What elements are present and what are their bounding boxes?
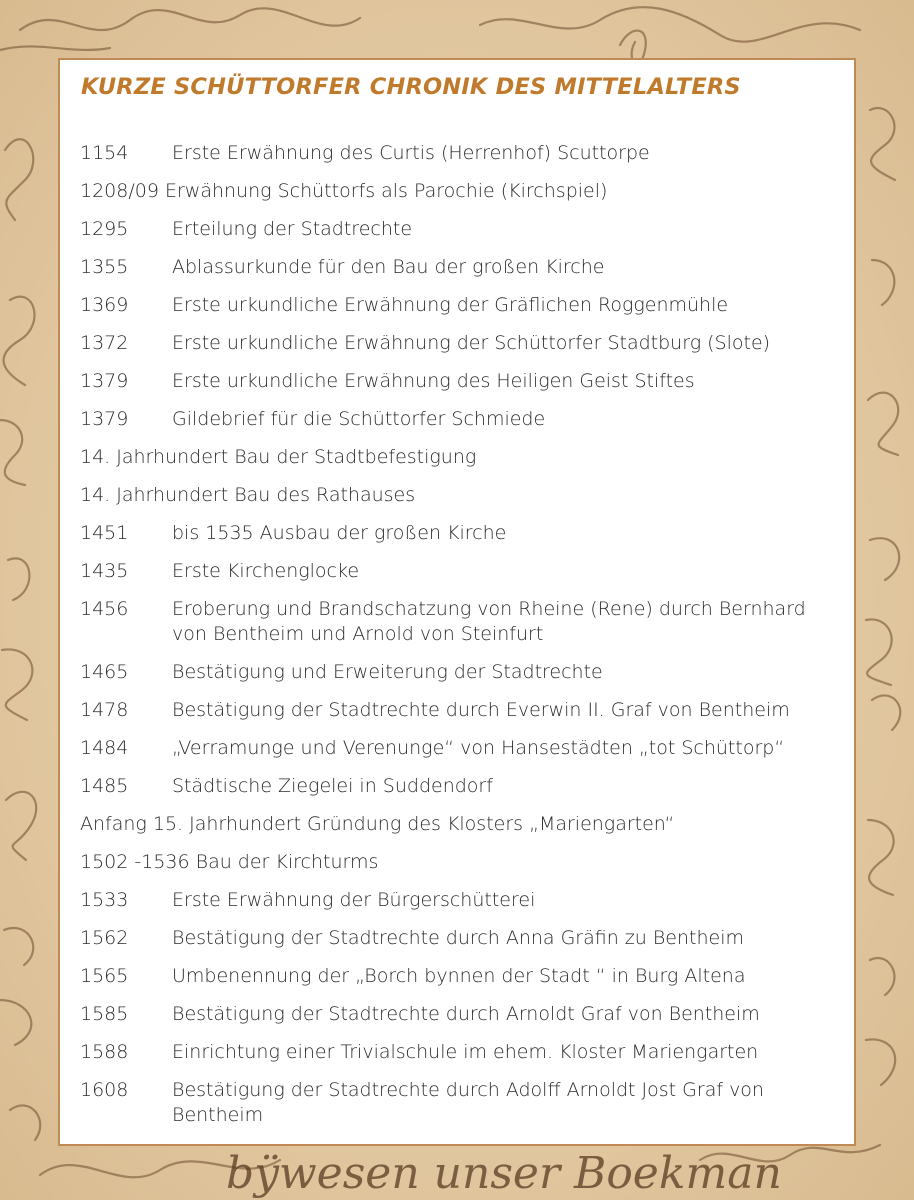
entry-text: Einrichtung einer Trivialschule im ehem. Kloster Mariengarten [172, 1041, 759, 1063]
entry-text: Umbenennung der „Borch bynnen der Stadt “ in Burg Altena [172, 965, 746, 987]
chronicle-entry [80, 774, 850, 799]
entry-year: 1533 [80, 889, 129, 911]
background-script-text: bÿwesen unser Boekman [226, 1148, 782, 1199]
entry-year: 1465 [80, 661, 129, 683]
entry-year: 1154 [80, 142, 129, 164]
page-title: KURZE SCHÜTTORFER CHRONIK DES MITTELALTERS [81, 74, 741, 100]
entry-year: 1608 [80, 1079, 129, 1101]
entry-year: 1355 [80, 256, 129, 278]
entry-year: 1484 [80, 737, 129, 759]
entry-text: Bestätigung der Stadtrechte durch Arnoldt Graf von Bentheim [172, 1003, 760, 1025]
chronicle-card [58, 58, 856, 1146]
entry-text: Erste urkundliche Erwähnung der Schüttorfer Stadtburg (Slote) [172, 332, 771, 354]
chronicle-entry [80, 217, 850, 242]
entry-text: Eroberung und Brandschatzung von Rheine (Rene) durch Bernhard [172, 598, 806, 620]
chronicle-entry [80, 1078, 850, 1128]
chronicle-entry [80, 888, 850, 913]
entry-text: Erste Erwähnung der Bürgerschütterei [172, 889, 536, 911]
chronicle-entry [80, 483, 850, 508]
entry-text: „Verramunge und Verenunge“ von Hansestädten „tot Schüttorp“ [172, 737, 785, 759]
entry-text: Erste urkundliche Erwähnung des Heiligen Geist Stiftes [172, 370, 695, 392]
entry-text-continued: Bentheim [172, 1104, 264, 1126]
chronicle-entry [80, 698, 850, 723]
entry-text: Bestätigung der Stadtrechte durch Anna Gräfin zu Bentheim [172, 927, 745, 949]
entry-year: 1565 [80, 965, 129, 987]
entry-text: 14. Jahrhundert Bau der Stadtbefestigung [80, 446, 477, 468]
entry-text: bis 1535 Ausbau der großen Kirche [172, 522, 507, 544]
entry-text: Städtische Ziegelei in Suddendorf [172, 775, 493, 797]
chronicle-entry [80, 1040, 850, 1065]
chronicle-entry [80, 660, 850, 685]
chronicle-entry [80, 926, 850, 951]
chronicle-entry [80, 964, 850, 989]
entry-text: Bestätigung und Erweiterung der Stadtrechte [172, 661, 603, 683]
entry-text: Erste urkundliche Erwähnung der Gräflichen Roggenmühle [172, 294, 729, 316]
chronicle-entry [80, 1002, 850, 1027]
chronicle-entry [80, 445, 850, 470]
entry-year: 1585 [80, 1003, 129, 1025]
chronicle-entry [80, 331, 850, 356]
entry-year: 1379 [80, 408, 129, 430]
entry-text: 14. Jahrhundert Bau des Rathauses [80, 484, 416, 506]
chronicle-entry [80, 369, 850, 394]
entry-text: Anfang 15. Jahrhundert Gründung des Klosters „Mariengarten“ [80, 813, 675, 835]
entry-text: Gildebrief für die Schüttorfer Schmiede [172, 408, 546, 430]
entry-text: Bestätigung der Stadtrechte durch Adolff Arnoldt Jost Graf von [172, 1079, 764, 1101]
entry-year: 1435 [80, 560, 129, 582]
entry-year: 1295 [80, 218, 129, 240]
entry-year: 1485 [80, 775, 129, 797]
entry-text: Erste Kirchenglocke [172, 560, 360, 582]
chronicle-entry [80, 141, 850, 166]
entry-text: Bestätigung der Stadtrechte durch Everwin II. Graf von Bentheim [172, 699, 790, 721]
entry-text-continued: von Bentheim und Arnold von Steinfurt [172, 623, 544, 645]
entry-year: 1369 [80, 294, 129, 316]
chronicle-entry [80, 736, 850, 761]
entry-year: 1372 [80, 332, 129, 354]
entry-year: 1451 [80, 522, 129, 544]
entry-year: 1456 [80, 598, 129, 620]
entry-year: 1562 [80, 927, 129, 949]
entry-year: 1379 [80, 370, 129, 392]
entry-text: Erteilung der Stadtrechte [172, 218, 413, 240]
chronicle-entry [80, 850, 850, 875]
chronicle-entry [80, 255, 850, 280]
chronicle-entry [80, 407, 850, 432]
chronicle-entry [80, 559, 850, 584]
entry-text: 1208/09 Erwähnung Schüttorfs als Parochie (Kirchspiel) [80, 180, 608, 202]
entry-year: 1478 [80, 699, 129, 721]
chronicle-list [80, 141, 850, 1141]
chronicle-entry [80, 521, 850, 546]
chronicle-entry [80, 597, 850, 647]
chronicle-entry [80, 293, 850, 318]
entry-text: Ablassurkunde für den Bau der großen Kirche [172, 256, 605, 278]
entry-text: Erste Erwähnung des Curtis (Herrenhof) Scuttorpe [172, 142, 650, 164]
chronicle-entry [80, 812, 850, 837]
entry-year: 1588 [80, 1041, 129, 1063]
entry-text: 1502 -1536 Bau der Kirchturms [80, 851, 379, 873]
chronicle-entry [80, 179, 850, 204]
